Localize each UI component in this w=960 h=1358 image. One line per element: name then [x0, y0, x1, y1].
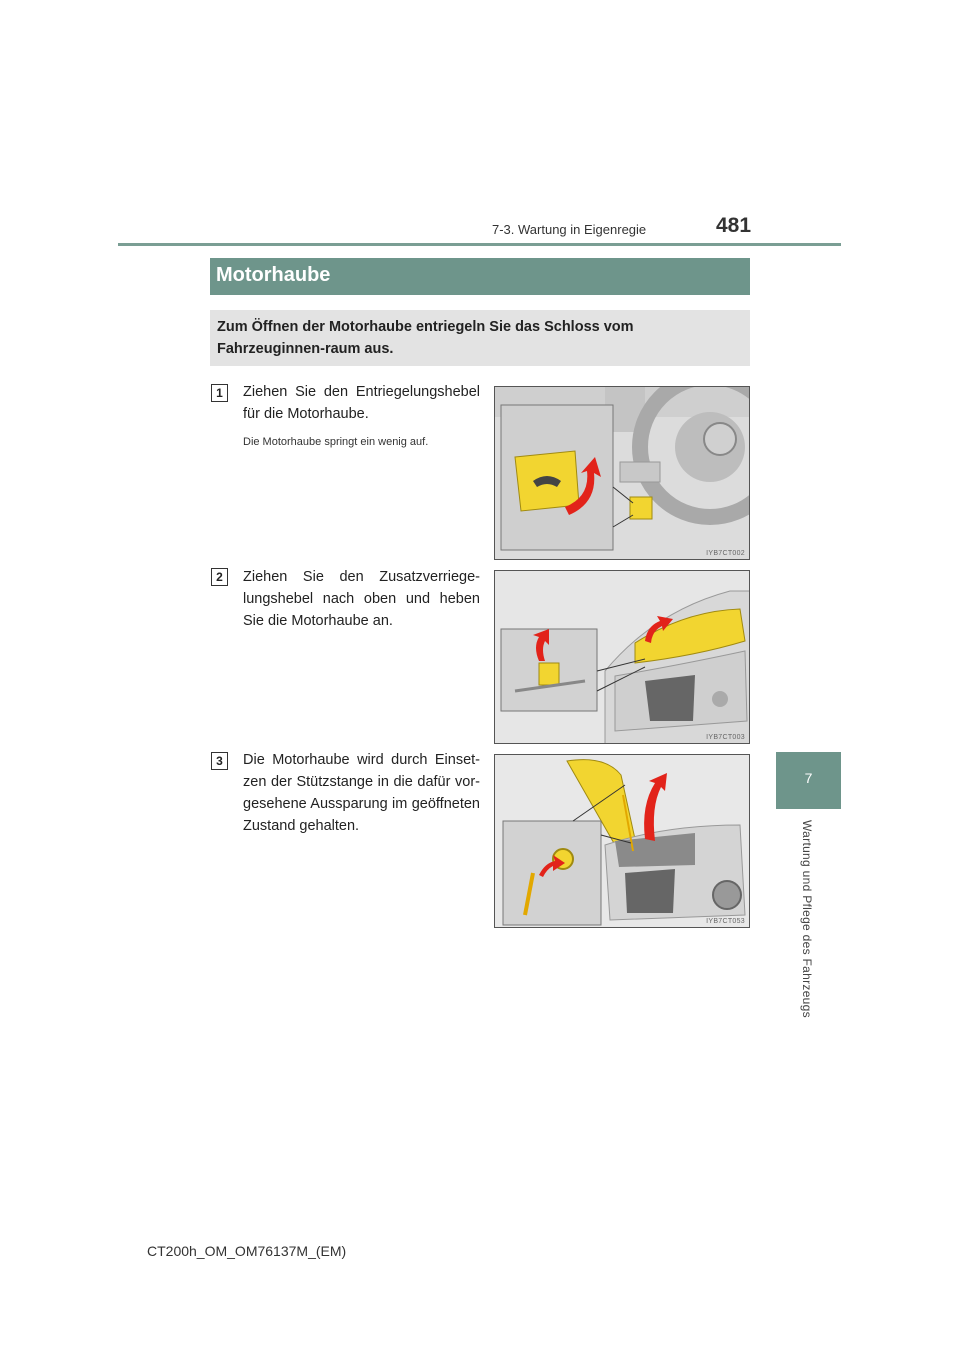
chapter-side-title: Wartung und Pflege des Fahrzeugs [800, 820, 814, 1018]
footer-document-code: CT200h_OM_OM76137M_(EM) [147, 1243, 347, 1259]
step-1-image-code: IYB7CT002 [706, 550, 745, 557]
step-3-image-code: IYB7CT053 [706, 918, 745, 925]
step-2-illustration [494, 570, 750, 744]
header-section-title: 7-3. Wartung in Eigenregie [492, 222, 647, 237]
section-title: Motorhaube [216, 264, 331, 286]
chapter-tab-number: 7 [804, 770, 813, 786]
header-rule [118, 243, 841, 246]
step-1-illustration [494, 386, 750, 560]
step-3-text: Die Motorhaube wird durch Einset-zen der Stützstange in die dafür vor-gesehene Aussparung im geöffneten Zustand gehalten. [243, 752, 480, 834]
step-2-text: Ziehen Sie den Zusatzverriege-lungshebel nach oben und heben Sie die Motorhaube an. [243, 569, 480, 629]
step-3-badge: 3 [211, 752, 228, 770]
step-1-badge: 1 [211, 384, 228, 402]
step-3-illustration [494, 754, 750, 928]
page-number: 481 [716, 214, 752, 237]
step-2-image-code: IYB7CT003 [706, 734, 745, 741]
intro-text: Zum Öffnen der Motorhaube entriegeln Sie das Schloss vom Fahrzeuginnen-raum aus. [217, 319, 634, 357]
step-1-text: Ziehen Sie den Entriegelungshebel für die Motorhaube. [243, 384, 480, 422]
step-1-note: Die Motorhaube springt ein wenig auf. [243, 436, 429, 448]
step-2-badge: 2 [211, 568, 228, 586]
